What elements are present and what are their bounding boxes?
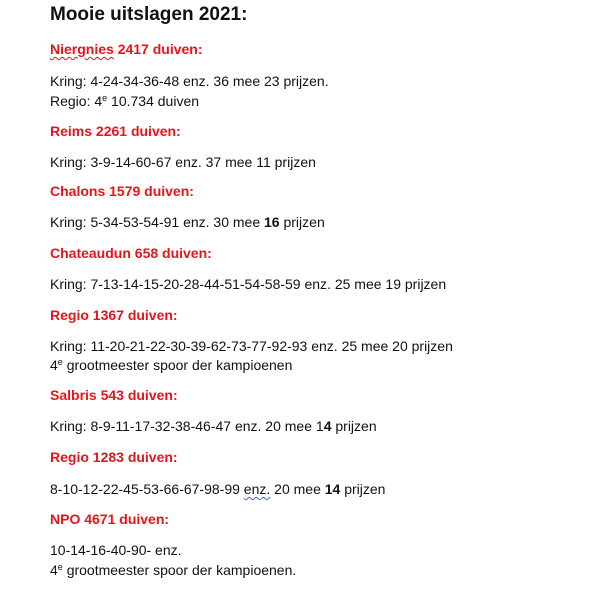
grammar-marked-word: enz. bbox=[243, 481, 271, 497]
result-line: Kring: 5-34-53-54-91 enz. 30 mee 16 prijzen bbox=[50, 214, 325, 230]
result-line: Kring: 7-13-14-15-20-28-44-51-54-58-59 enz. 25 mee 19 prijzen bbox=[50, 276, 447, 292]
result-line: 8-10-12-22-45-53-66-67-98-99 enz. 20 mee 14 prijzen bbox=[50, 481, 386, 497]
section-heading-regio-1367: Regio 1367 duiven: bbox=[50, 307, 178, 323]
section-heading-reims: Reims 2261 duiven: bbox=[50, 123, 181, 139]
result-line: Regio: 4e 10.734 duiven bbox=[50, 93, 200, 109]
result-line: Kring: 11-20-21-22-30-39-62-73-77-92-93 enz. 25 mee 20 prijzen bbox=[50, 338, 453, 354]
result-line: 10-14-16-40-90- enz. bbox=[50, 542, 182, 558]
section-heading-npo: NPO 4671 duiven: bbox=[50, 511, 170, 527]
result-line: Kring: 8-9-11-17-32-38-46-47 enz. 20 mee 14 prijzen bbox=[50, 418, 377, 434]
section-heading-niergnies: Niergnies 2417 duiven: bbox=[50, 41, 203, 57]
result-line: 4e grootmeester spoor der kampioenen bbox=[50, 357, 293, 373]
result-line: 4e grootmeester spoor der kampioenen. bbox=[50, 562, 297, 578]
section-heading-salbris: Salbris 543 duiven: bbox=[50, 387, 178, 403]
result-line: Kring: 4-24-34-36-48 enz. 36 mee 23 prijzen. bbox=[50, 73, 329, 89]
section-heading-chalons: Chalons 1579 duiven: bbox=[50, 183, 194, 199]
spell-marked-word: Niergnies bbox=[50, 41, 114, 57]
document-title: Mooie uitslagen 2021: bbox=[50, 4, 248, 25]
section-heading-regio-1283: Regio 1283 duiven: bbox=[50, 449, 178, 465]
result-line: Kring: 3-9-14-60-67 enz. 37 mee 11 prijzen bbox=[50, 154, 316, 170]
section-heading-chateaudun: Chateaudun 658 duiven: bbox=[50, 245, 212, 261]
